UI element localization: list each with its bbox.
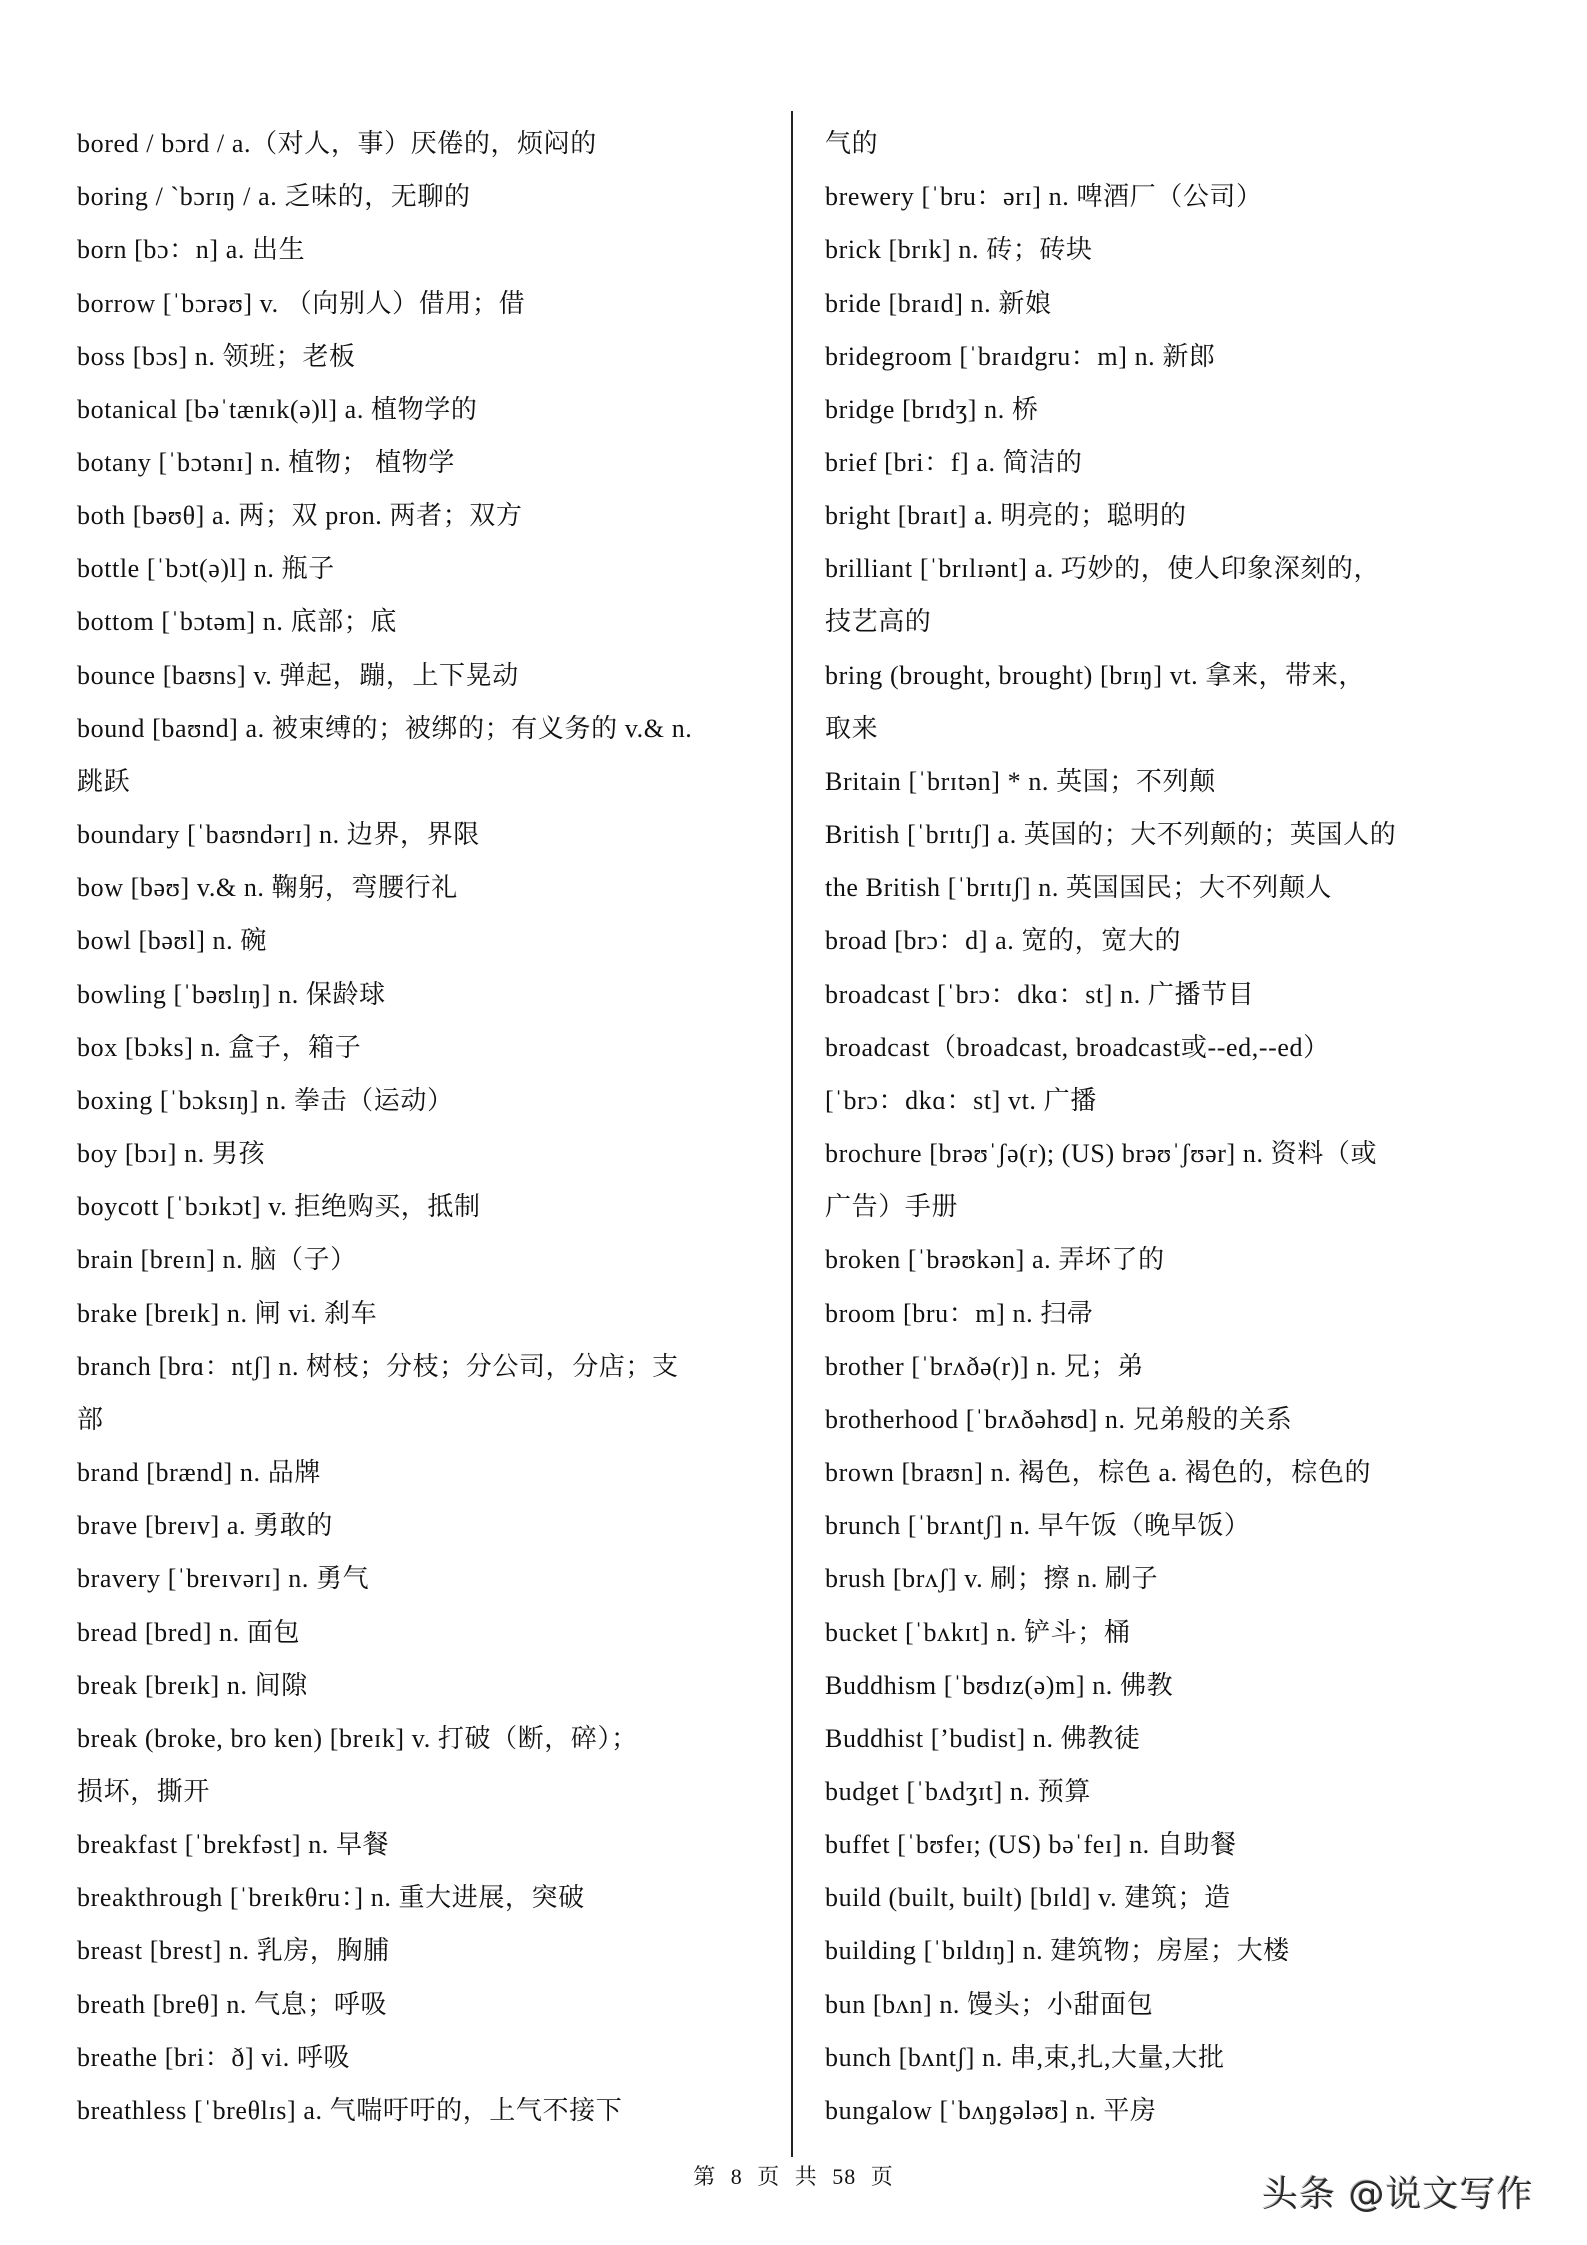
vocab-line: bored / bɔrd / a.（对人，事）厌倦的，烦闷的: [77, 129, 597, 158]
vocab-line: broadcast [ˈbrɔ：dkɑ：st] n. 广播节目: [825, 979, 1255, 1009]
vocab-line: 气的: [825, 129, 879, 158]
vocab-line: break (broke, bro ken) [breɪk] v. 打破（断，碎）；: [77, 1723, 638, 1753]
vocab-line: budget [ˈbʌdʒɪt] n. 预算: [825, 1777, 1091, 1806]
vocab-line: bunch [bʌntʃ] n. 串,束,扎,大量,大批: [825, 2042, 1225, 2072]
vocab-line: breast [brest] n. 乳房，胸脯: [77, 1936, 390, 1966]
vocab-line: Buddhism [ˈbʊdɪz(ə)m] n. 佛教: [825, 1670, 1174, 1700]
vocab-line: brief [bri：f] a. 简洁的: [825, 448, 1083, 477]
vocab-line: Britain [ˈbrɪtən] * n. 英国；不列颠: [825, 766, 1216, 796]
vocab-line: bun [bʌn] n. 馒头；小甜面包: [825, 1989, 1154, 2019]
vocab-line: bounce [baʊns] v. 弹起，蹦，上下晃动: [77, 660, 519, 690]
vocab-line: broom [bru：m] n. 扫帚: [825, 1298, 1094, 1328]
vocab-line: break [breɪk] n. 间隙: [77, 1670, 308, 1700]
vocab-line: bravery [ˈbreɪvərɪ] n. 勇气: [77, 1564, 370, 1594]
vocab-line: [ˈbrɔ：dkɑ：st] vt. 广播: [825, 1085, 1097, 1115]
vocab-line: brave [breɪv] a. 勇敢的: [77, 1511, 334, 1541]
vocab-line: box [bɔks] n. 盒子，箱子: [77, 1032, 362, 1062]
vocab-line: breathless [ˈbreθlɪs] a. 气喘吁吁的，上气不接下: [77, 2095, 623, 2125]
page-footer: 第 8 页 共 58 页: [693, 2164, 894, 2189]
vocab-line: brain [breɪn] n. 脑（子）: [77, 1245, 357, 1275]
vocab-line: breath [breθ] n. 气息；呼吸: [77, 1989, 388, 2019]
vocab-line: boxing [ˈbɔksɪŋ] n. 拳击（运动）: [77, 1085, 454, 1115]
vocab-line: brush [brʌʃ] v. 刷；擦 n. 刷子: [825, 1564, 1159, 1594]
vocab-line: broken [ˈbrəʊkən] a. 弄坏了的: [825, 1245, 1165, 1275]
vocab-line: botany [ˈbɔtənɪ] n. 植物； 植物学: [77, 448, 455, 477]
vocab-line: bridge [brɪdʒ] n. 桥: [825, 394, 1039, 424]
watermark: 头条 @说文写作: [1262, 2174, 1534, 2215]
vocab-line: both [bəʊθ] a. 两；双 pron. 两者；双方: [77, 501, 523, 531]
vocab-line: brand [brænd] n. 品牌: [77, 1458, 321, 1487]
vocab-line: brother [ˈbrʌðə(r)] n. 兄；弟: [825, 1351, 1144, 1381]
vocab-line: 损坏，撕开: [77, 1777, 211, 1806]
vocab-line: boycott [ˈbɔɪkɔt] v. 拒绝购买，抵制: [77, 1192, 481, 1222]
vocab-line: bottle [ˈbɔt(ə)l] n. 瓶子: [77, 554, 335, 584]
vocab-line: bread [bred] n. 面包: [77, 1617, 301, 1647]
vocab-line: boundary [ˈbaʊndərɪ] n. 边界，界限: [77, 820, 480, 850]
vocab-line: brake [breɪk] n. 闸 vi. 刹车: [77, 1298, 378, 1328]
vocab-line: breakthrough [ˈbreɪkθru：] n. 重大进展，突破: [77, 1883, 585, 1913]
vocab-line: bride [braɪd] n. 新娘: [825, 288, 1052, 318]
vocab-line: brunch [ˈbrʌntʃ] n. 早午饭（晚早饭）: [825, 1511, 1251, 1541]
vocab-line: boss [bɔs] n. 领班；老板: [77, 341, 356, 371]
vocab-line: brewery [ˈbru：ərɪ] n. 啤酒厂（公司）: [825, 182, 1263, 212]
vocab-line: bottom [ˈbɔtəm] n. 底部；底: [77, 607, 397, 637]
column-divider: [791, 111, 793, 2157]
vocab-line: 取来: [825, 713, 879, 743]
vocab-line: broadcast（broadcast, broadcast或--ed,--ed）: [825, 1032, 1330, 1062]
vocab-line: 部: [77, 1404, 104, 1434]
vocab-line: borrow [ˈbɔrəʊ] v. （向别人）借用；借: [77, 288, 526, 318]
vocab-line: 技艺高的: [825, 607, 932, 637]
vocab-line: build (built, built) [bɪld] v. 建筑；造: [825, 1883, 1231, 1913]
vocab-line: 广告）手册: [825, 1192, 959, 1222]
vocab-line: bound [baʊnd] a. 被束缚的；被绑的；有义务的 v.& n.: [77, 713, 693, 743]
vocab-line: born [bɔ：n] a. 出生: [77, 235, 306, 265]
vocab-line: breakfast [ˈbrekfəst] n. 早餐: [77, 1830, 390, 1860]
vocab-line: bridegroom [ˈbraɪdgru：m] n. 新郎: [825, 341, 1216, 371]
vocab-line: brochure [brəʊˈʃə(r); (US) brəʊˈʃʊər] n. 资料（或: [825, 1139, 1378, 1168]
vocab-line: the British [ˈbrɪtɪʃ] n. 英国国民；大不列颠人: [825, 873, 1333, 903]
vocab-line: bowl [bəʊl] n. 碗: [77, 926, 267, 956]
vocab-line: bungalow [ˈbʌŋgələʊ] n. 平房: [825, 2095, 1157, 2125]
vocab-line: bucket [ˈbʌkɪt] n. 铲斗；桶: [825, 1617, 1131, 1647]
vocab-line: 跳跃: [77, 766, 131, 796]
vocab-line: branch [brɑ：ntʃ] n. 树枝；分枝；分公司，分店；支: [77, 1351, 679, 1381]
vocab-line: Buddhist [’budist] n. 佛教徒: [825, 1723, 1141, 1753]
vocab-line: brilliant [ˈbrɪlɪənt] a. 巧妙的，使人印象深刻的，: [825, 554, 1381, 584]
vocab-line: bow [bəʊ] v.& n. 鞠躬，弯腰行礼: [77, 873, 458, 903]
vocab-line: bright [braɪt] a. 明亮的；聪明的: [825, 501, 1187, 531]
vocab-line: bowling [ˈbəʊlɪŋ] n. 保龄球: [77, 979, 386, 1009]
vocab-line: British [ˈbrɪtɪʃ] a. 英国的；大不列颠的；英国人的: [825, 820, 1397, 850]
vocab-line: botanical [bəˈtænɪk(ə)l] a. 植物学的: [77, 394, 478, 424]
vocab-line: building [ˈbɪldɪŋ] n. 建筑物；房屋；大楼: [825, 1936, 1290, 1966]
vocab-line: buffet [ˈbʊfeɪ; (US) bəˈfeɪ] n. 自助餐: [825, 1830, 1237, 1860]
vocab-line: brown [braʊn] n. 褐色，棕色 a. 褐色的，棕色的: [825, 1458, 1372, 1487]
vocab-line: boy [bɔɪ] n. 男孩: [77, 1139, 266, 1168]
vocab-line: broad [brɔ：d] a. 宽的，宽大的: [825, 926, 1182, 956]
vocab-line: bring (brought, brought) [brɪŋ] vt. 拿来，带来，: [825, 660, 1365, 690]
vocab-line: brick [brɪk] n. 砖；砖块: [825, 235, 1093, 265]
vocab-line: boring / `bɔrɪŋ / a. 乏味的，无聊的: [77, 182, 471, 212]
vocab-line: breathe [bri：ð] vi. 呼吸: [77, 2042, 351, 2072]
vocab-line: brotherhood [ˈbrʌðəhʊd] n. 兄弟般的关系: [825, 1404, 1293, 1434]
